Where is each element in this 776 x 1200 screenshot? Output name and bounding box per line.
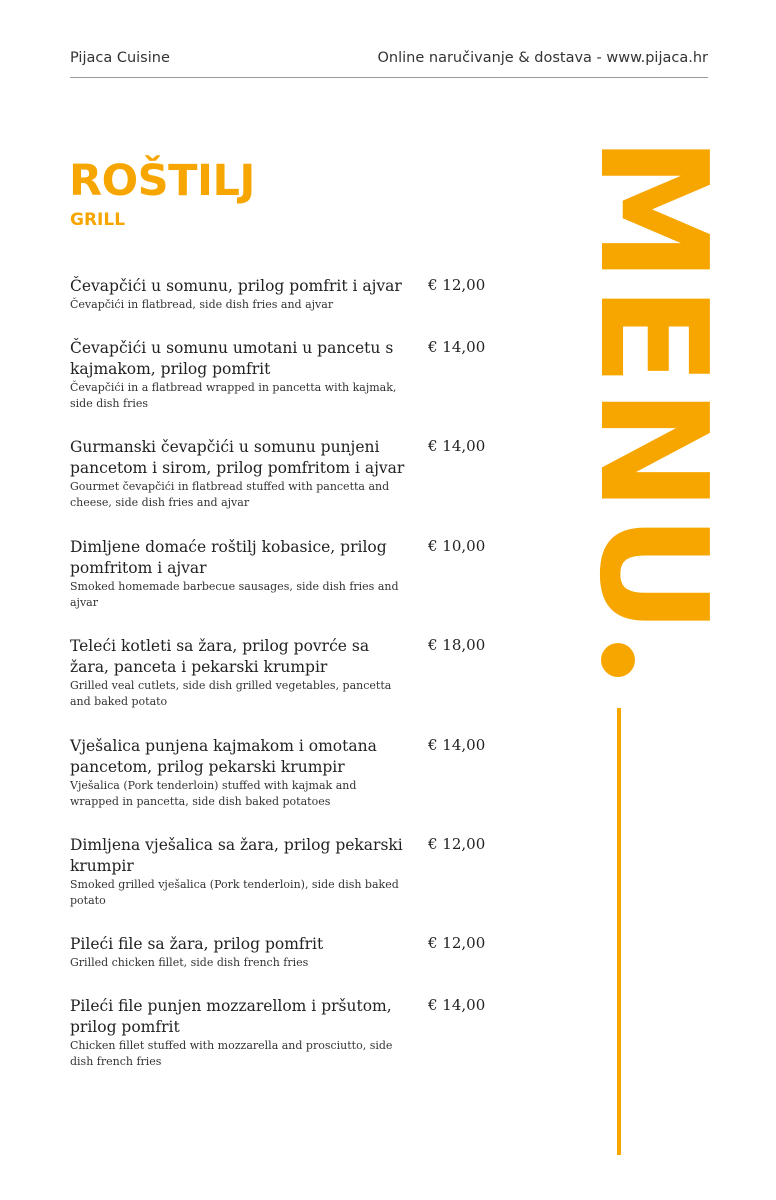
page-header bbox=[70, 50, 708, 78]
menu-item-price: € 12,00 bbox=[428, 835, 486, 853]
menu-item-price: € 12,00 bbox=[428, 276, 486, 294]
menu-item-description: Chicken fillet stuffed with mozzarella and prosciutto, side dish french fries bbox=[70, 1039, 393, 1068]
menu-dot-decoration bbox=[601, 643, 635, 677]
menu-item-description: Vješalica (Pork tenderloin) stuffed with kajmak and wrapped in pancetta, side dish baked potatoes bbox=[70, 779, 357, 808]
menu-item bbox=[70, 736, 490, 810]
menu-item-description: Grilled chicken fillet, side dish french fries bbox=[70, 956, 309, 969]
menu-item bbox=[70, 338, 490, 412]
menu-item bbox=[70, 437, 490, 511]
header-tagline: Online naručivanje & dostava - www.pijaca.hr bbox=[377, 50, 708, 66]
menu-item bbox=[70, 996, 490, 1070]
menu-item-name: Pileći file punjen mozzarellom i pršutom, prilog pomfrit bbox=[70, 997, 392, 1036]
menu-line-decoration bbox=[617, 708, 621, 1155]
menu-item-price: € 10,00 bbox=[428, 537, 486, 555]
menu-item-name: Gurmanski čevapčići u somunu punjeni pancetom i sirom, prilog pomfritom i ajvar bbox=[70, 438, 405, 477]
menu-item bbox=[70, 835, 490, 909]
menu-item-name: Dimljene domaće roštilj kobasice, prilog pomfritom i ajvar bbox=[70, 538, 387, 577]
brand-name: Pijaca Cuisine bbox=[70, 50, 170, 66]
section-title: ROŠTILJ bbox=[69, 156, 255, 206]
menu-item-price: € 18,00 bbox=[428, 636, 486, 654]
menu-item-description: Čevapčići in flatbread, side dish fries and ajvar bbox=[70, 298, 334, 311]
menu-item-name: Čevapčići u somunu umotani u pancetu s kajmakom, prilog pomfrit bbox=[70, 339, 394, 378]
menu-item bbox=[70, 934, 490, 971]
menu-item-name: Dimljena vješalica sa žara, prilog pekarski krumpir bbox=[70, 836, 403, 875]
menu-item-description: Smoked homemade barbecue sausages, side dish fries and ajvar bbox=[70, 580, 399, 609]
menu-item-description: Čevapčići in a flatbread wrapped in pancetta with kajmak, side dish fries bbox=[70, 381, 397, 410]
menu-item-price: € 14,00 bbox=[428, 338, 486, 356]
menu-item-price: € 14,00 bbox=[428, 736, 486, 754]
menu-item-description: Smoked grilled vješalica (Pork tenderloin), side dish baked potato bbox=[70, 878, 399, 907]
menu-item-name: Vješalica punjena kajmakom i omotana pancetom, prilog pekarski krumpir bbox=[70, 737, 377, 776]
menu-item-description: Gourmet čevapčići in flatbread stuffed with pancetta and cheese, side dish fries and ajvar bbox=[70, 480, 390, 509]
section-subtitle: GRILL bbox=[70, 210, 126, 230]
menu-item-name: Teleći kotleti sa žara, prilog povrće sa žara, panceta i pekarski krumpir bbox=[70, 637, 370, 676]
menu-item-name: Pileći file sa žara, prilog pomfrit bbox=[70, 935, 324, 953]
menu-item-price: € 14,00 bbox=[428, 996, 486, 1014]
menu-item-price: € 12,00 bbox=[428, 934, 486, 952]
menu-item bbox=[70, 537, 490, 611]
menu-item bbox=[70, 276, 490, 313]
menu-item-name: Čevapčići u somunu, prilog pomfrit i ajvar bbox=[70, 277, 402, 295]
menu-item-price: € 14,00 bbox=[428, 437, 486, 455]
menu-item-description: Grilled veal cutlets, side dish grilled vegetables, pancetta and baked potato bbox=[70, 679, 392, 708]
menu-item bbox=[70, 636, 490, 710]
menu-vertical-title: MENU bbox=[567, 135, 739, 637]
